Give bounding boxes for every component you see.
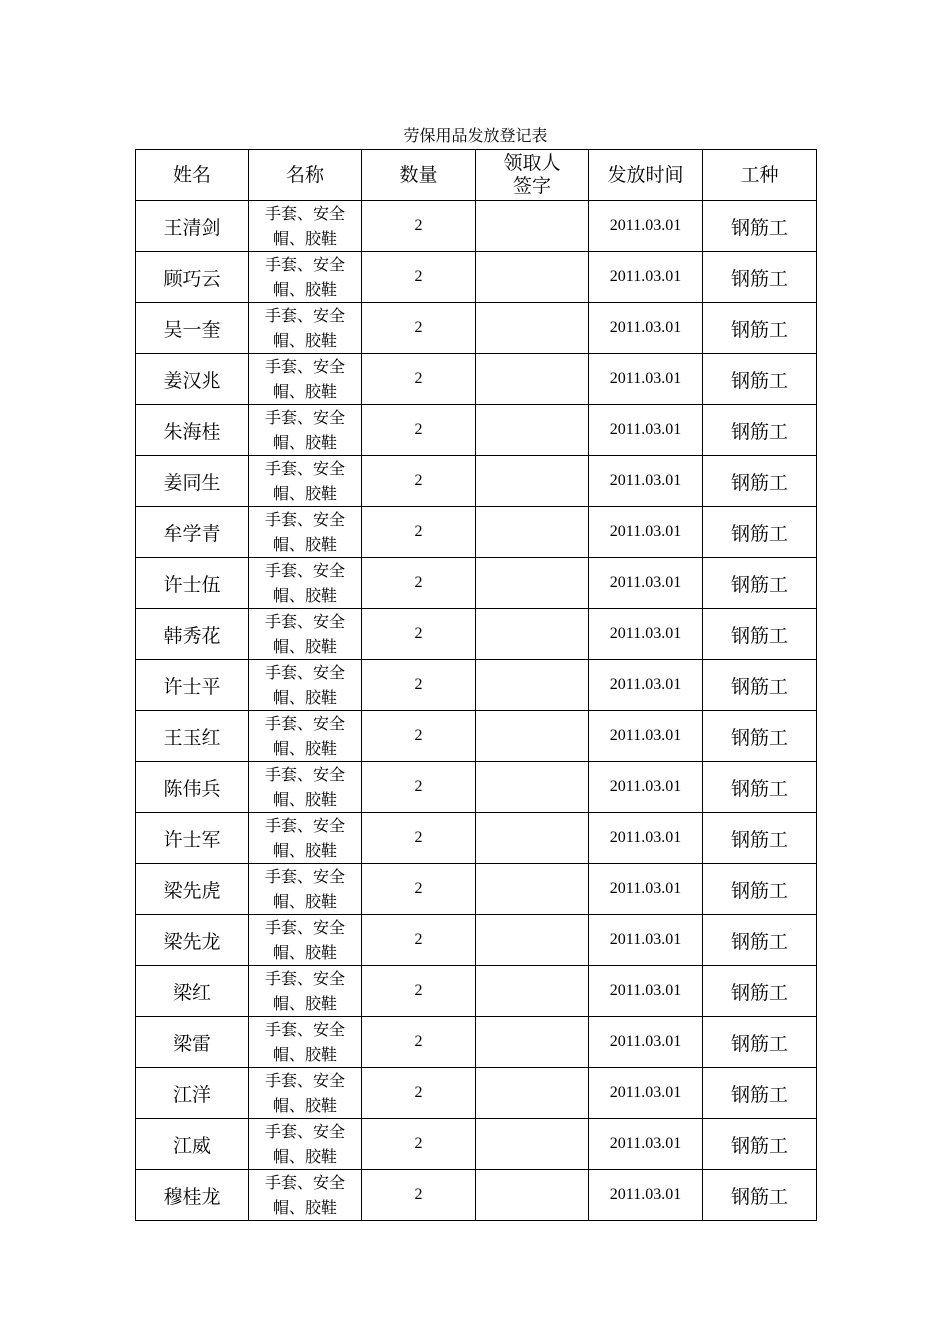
cell-item-line2: 帽、胶鞋: [272, 688, 337, 707]
cell-item-line1: 手套、安全: [264, 306, 345, 325]
cell-date: 2011.03.01: [589, 456, 703, 507]
cell-signature: [476, 762, 589, 813]
cell-signature: [476, 609, 589, 660]
cell-qty: 2: [362, 1017, 476, 1068]
cell-date: 2011.03.01: [589, 1068, 703, 1119]
table-row: [136, 966, 817, 1017]
cell-qty: 2: [362, 252, 476, 303]
cell-item-line1: 手套、安全: [264, 1020, 345, 1039]
cell-item-line2: 帽、胶鞋: [272, 586, 337, 605]
cell-name: 王玉红: [136, 711, 249, 762]
cell-job: 钢筋工: [703, 456, 817, 507]
cell-item: [249, 354, 362, 405]
cell-qty: 2: [362, 762, 476, 813]
cell-item-line1: 手套、安全: [264, 204, 345, 223]
table-row: [136, 456, 817, 507]
table-row: [136, 1119, 817, 1170]
cell-qty: 2: [362, 1170, 476, 1221]
cell-item-line2: 帽、胶鞋: [272, 637, 337, 656]
table-row: [136, 915, 817, 966]
cell-job: 钢筋工: [703, 966, 817, 1017]
registration-table: [135, 149, 817, 1221]
cell-name: 许士军: [136, 813, 249, 864]
cell-date: 2011.03.01: [589, 966, 703, 1017]
cell-date: 2011.03.01: [589, 354, 703, 405]
cell-qty: 2: [362, 915, 476, 966]
cell-date: 2011.03.01: [589, 762, 703, 813]
cell-job: 钢筋工: [703, 252, 817, 303]
cell-qty: 2: [362, 1119, 476, 1170]
header-signature-line1: 领取人: [503, 152, 561, 174]
cell-item-line2: 帽、胶鞋: [272, 280, 337, 299]
table-row: [136, 405, 817, 456]
table-row: [136, 558, 817, 609]
cell-date: 2011.03.01: [589, 1017, 703, 1068]
cell-name: 梁先龙: [136, 915, 249, 966]
cell-item: [249, 1068, 362, 1119]
cell-name: 江洋: [136, 1068, 249, 1119]
cell-name: 梁雷: [136, 1017, 249, 1068]
cell-item: [249, 405, 362, 456]
document-title: 劳保用品发放登记表: [403, 126, 548, 145]
cell-signature: [476, 1068, 589, 1119]
cell-name: 江威: [136, 1119, 249, 1170]
cell-item-line1: 手套、安全: [264, 1173, 345, 1192]
table-row: [136, 354, 817, 405]
cell-signature: [476, 405, 589, 456]
cell-item: [249, 915, 362, 966]
cell-qty: 2: [362, 966, 476, 1017]
cell-item: [249, 1170, 362, 1221]
table-row: [136, 303, 817, 354]
cell-name: 姜同生: [136, 456, 249, 507]
cell-job: 钢筋工: [703, 1017, 817, 1068]
cell-name: 梁红: [136, 966, 249, 1017]
cell-job: 钢筋工: [703, 711, 817, 762]
cell-date: 2011.03.01: [589, 864, 703, 915]
cell-name: 吴一奎: [136, 303, 249, 354]
cell-qty: 2: [362, 558, 476, 609]
cell-item-line1: 手套、安全: [264, 510, 345, 529]
table-row: [136, 1170, 817, 1221]
cell-item: [249, 252, 362, 303]
cell-date: 2011.03.01: [589, 252, 703, 303]
cell-item-line2: 帽、胶鞋: [272, 433, 337, 452]
cell-qty: 2: [362, 660, 476, 711]
cell-item: [249, 1119, 362, 1170]
cell-item-line1: 手套、安全: [264, 1122, 345, 1141]
cell-date: 2011.03.01: [589, 915, 703, 966]
cell-name: 朱海桂: [136, 405, 249, 456]
cell-item-line2: 帽、胶鞋: [272, 739, 337, 758]
cell-signature: [476, 864, 589, 915]
table-row: [136, 711, 817, 762]
cell-date: 2011.03.01: [589, 201, 703, 252]
header-qty: 数量: [362, 150, 476, 201]
cell-item-line1: 手套、安全: [264, 816, 345, 835]
cell-item-line1: 手套、安全: [264, 969, 345, 988]
cell-qty: 2: [362, 711, 476, 762]
cell-item-line1: 手套、安全: [264, 561, 345, 580]
cell-item-line2: 帽、胶鞋: [272, 943, 337, 962]
cell-date: 2011.03.01: [589, 660, 703, 711]
cell-item-line2: 帽、胶鞋: [272, 790, 337, 809]
cell-name: 韩秀花: [136, 609, 249, 660]
cell-name: 梁先虎: [136, 864, 249, 915]
cell-item-line2: 帽、胶鞋: [272, 229, 337, 248]
table-row: [136, 864, 817, 915]
header-item: 名称: [249, 150, 362, 201]
cell-item-line2: 帽、胶鞋: [272, 1096, 337, 1115]
cell-item-line2: 帽、胶鞋: [272, 1147, 337, 1166]
cell-job: 钢筋工: [703, 1068, 817, 1119]
cell-job: 钢筋工: [703, 660, 817, 711]
cell-item-line2: 帽、胶鞋: [272, 892, 337, 911]
cell-qty: 2: [362, 303, 476, 354]
cell-job: 钢筋工: [703, 507, 817, 558]
cell-item: [249, 864, 362, 915]
cell-qty: 2: [362, 405, 476, 456]
cell-signature: [476, 507, 589, 558]
cell-date: 2011.03.01: [589, 405, 703, 456]
cell-qty: 2: [362, 864, 476, 915]
cell-date: 2011.03.01: [589, 609, 703, 660]
cell-item-line2: 帽、胶鞋: [272, 484, 337, 503]
cell-item-line2: 帽、胶鞋: [272, 1198, 337, 1217]
cell-date: 2011.03.01: [589, 303, 703, 354]
cell-item: [249, 966, 362, 1017]
cell-item-line2: 帽、胶鞋: [272, 382, 337, 401]
cell-job: 钢筋工: [703, 762, 817, 813]
header-signature-line2: 签字: [512, 175, 551, 197]
cell-job: 钢筋工: [703, 1119, 817, 1170]
cell-signature: [476, 1017, 589, 1068]
cell-job: 钢筋工: [703, 303, 817, 354]
cell-signature: [476, 252, 589, 303]
cell-item-line1: 手套、安全: [264, 255, 345, 274]
cell-item-line2: 帽、胶鞋: [272, 535, 337, 554]
cell-signature: [476, 303, 589, 354]
table-row: [136, 660, 817, 711]
cell-name: 姜汉兆: [136, 354, 249, 405]
cell-item: [249, 813, 362, 864]
cell-item: [249, 201, 362, 252]
table-row: [136, 813, 817, 864]
header-job: 工种: [703, 150, 817, 201]
cell-signature: [476, 1119, 589, 1170]
cell-qty: 2: [362, 456, 476, 507]
cell-job: 钢筋工: [703, 354, 817, 405]
cell-date: 2011.03.01: [589, 507, 703, 558]
header-date: 发放时间: [589, 150, 703, 201]
cell-signature: [476, 354, 589, 405]
table-row: [136, 609, 817, 660]
cell-item: [249, 558, 362, 609]
cell-signature: [476, 813, 589, 864]
cell-name: 王清剑: [136, 201, 249, 252]
cell-item: [249, 1017, 362, 1068]
cell-item-line1: 手套、安全: [264, 765, 345, 784]
cell-date: 2011.03.01: [589, 558, 703, 609]
cell-item-line1: 手套、安全: [264, 1071, 345, 1090]
cell-signature: [476, 456, 589, 507]
cell-job: 钢筋工: [703, 609, 817, 660]
cell-item-line1: 手套、安全: [264, 867, 345, 886]
table-row: [136, 252, 817, 303]
cell-item: [249, 609, 362, 660]
table-body: [136, 150, 817, 1221]
cell-item-line1: 手套、安全: [264, 918, 345, 937]
cell-item-line2: 帽、胶鞋: [272, 331, 337, 350]
cell-date: 2011.03.01: [589, 1119, 703, 1170]
cell-signature: [476, 966, 589, 1017]
cell-name: 穆桂龙: [136, 1170, 249, 1221]
cell-name: 许士伍: [136, 558, 249, 609]
table-row: [136, 762, 817, 813]
cell-name: 顾巧云: [136, 252, 249, 303]
table-row: [136, 1068, 817, 1119]
cell-job: 钢筋工: [703, 201, 817, 252]
cell-job: 钢筋工: [703, 915, 817, 966]
cell-item-line1: 手套、安全: [264, 612, 345, 631]
cell-name: 许士平: [136, 660, 249, 711]
cell-qty: 2: [362, 609, 476, 660]
cell-item: [249, 711, 362, 762]
cell-item-line1: 手套、安全: [264, 459, 345, 478]
cell-item-line2: 帽、胶鞋: [272, 1045, 337, 1064]
header-signature: [476, 150, 589, 201]
cell-signature: [476, 660, 589, 711]
cell-item: [249, 507, 362, 558]
cell-name: 陈伟兵: [136, 762, 249, 813]
table-row: [136, 1017, 817, 1068]
cell-date: 2011.03.01: [589, 813, 703, 864]
header-row: [136, 150, 817, 201]
cell-job: 钢筋工: [703, 1170, 817, 1221]
cell-item-line1: 手套、安全: [264, 357, 345, 376]
cell-item: [249, 762, 362, 813]
cell-qty: 2: [362, 507, 476, 558]
cell-item-line1: 手套、安全: [264, 663, 345, 682]
cell-item-line1: 手套、安全: [264, 714, 345, 733]
cell-signature: [476, 711, 589, 762]
cell-date: 2011.03.01: [589, 1170, 703, 1221]
cell-item-line2: 帽、胶鞋: [272, 841, 337, 860]
cell-job: 钢筋工: [703, 405, 817, 456]
cell-signature: [476, 915, 589, 966]
cell-qty: 2: [362, 354, 476, 405]
cell-job: 钢筋工: [703, 813, 817, 864]
cell-signature: [476, 201, 589, 252]
cell-signature: [476, 558, 589, 609]
cell-name: 牟学青: [136, 507, 249, 558]
cell-item: [249, 456, 362, 507]
cell-item-line2: 帽、胶鞋: [272, 994, 337, 1013]
cell-date: 2011.03.01: [589, 711, 703, 762]
cell-item-line1: 手套、安全: [264, 408, 345, 427]
table-row: [136, 201, 817, 252]
table-row: [136, 507, 817, 558]
header-name: 姓名: [136, 150, 249, 201]
cell-qty: 2: [362, 201, 476, 252]
cell-qty: 2: [362, 1068, 476, 1119]
cell-signature: [476, 1170, 589, 1221]
cell-item: [249, 303, 362, 354]
cell-item: [249, 660, 362, 711]
cell-job: 钢筋工: [703, 558, 817, 609]
cell-job: 钢筋工: [703, 864, 817, 915]
cell-qty: 2: [362, 813, 476, 864]
